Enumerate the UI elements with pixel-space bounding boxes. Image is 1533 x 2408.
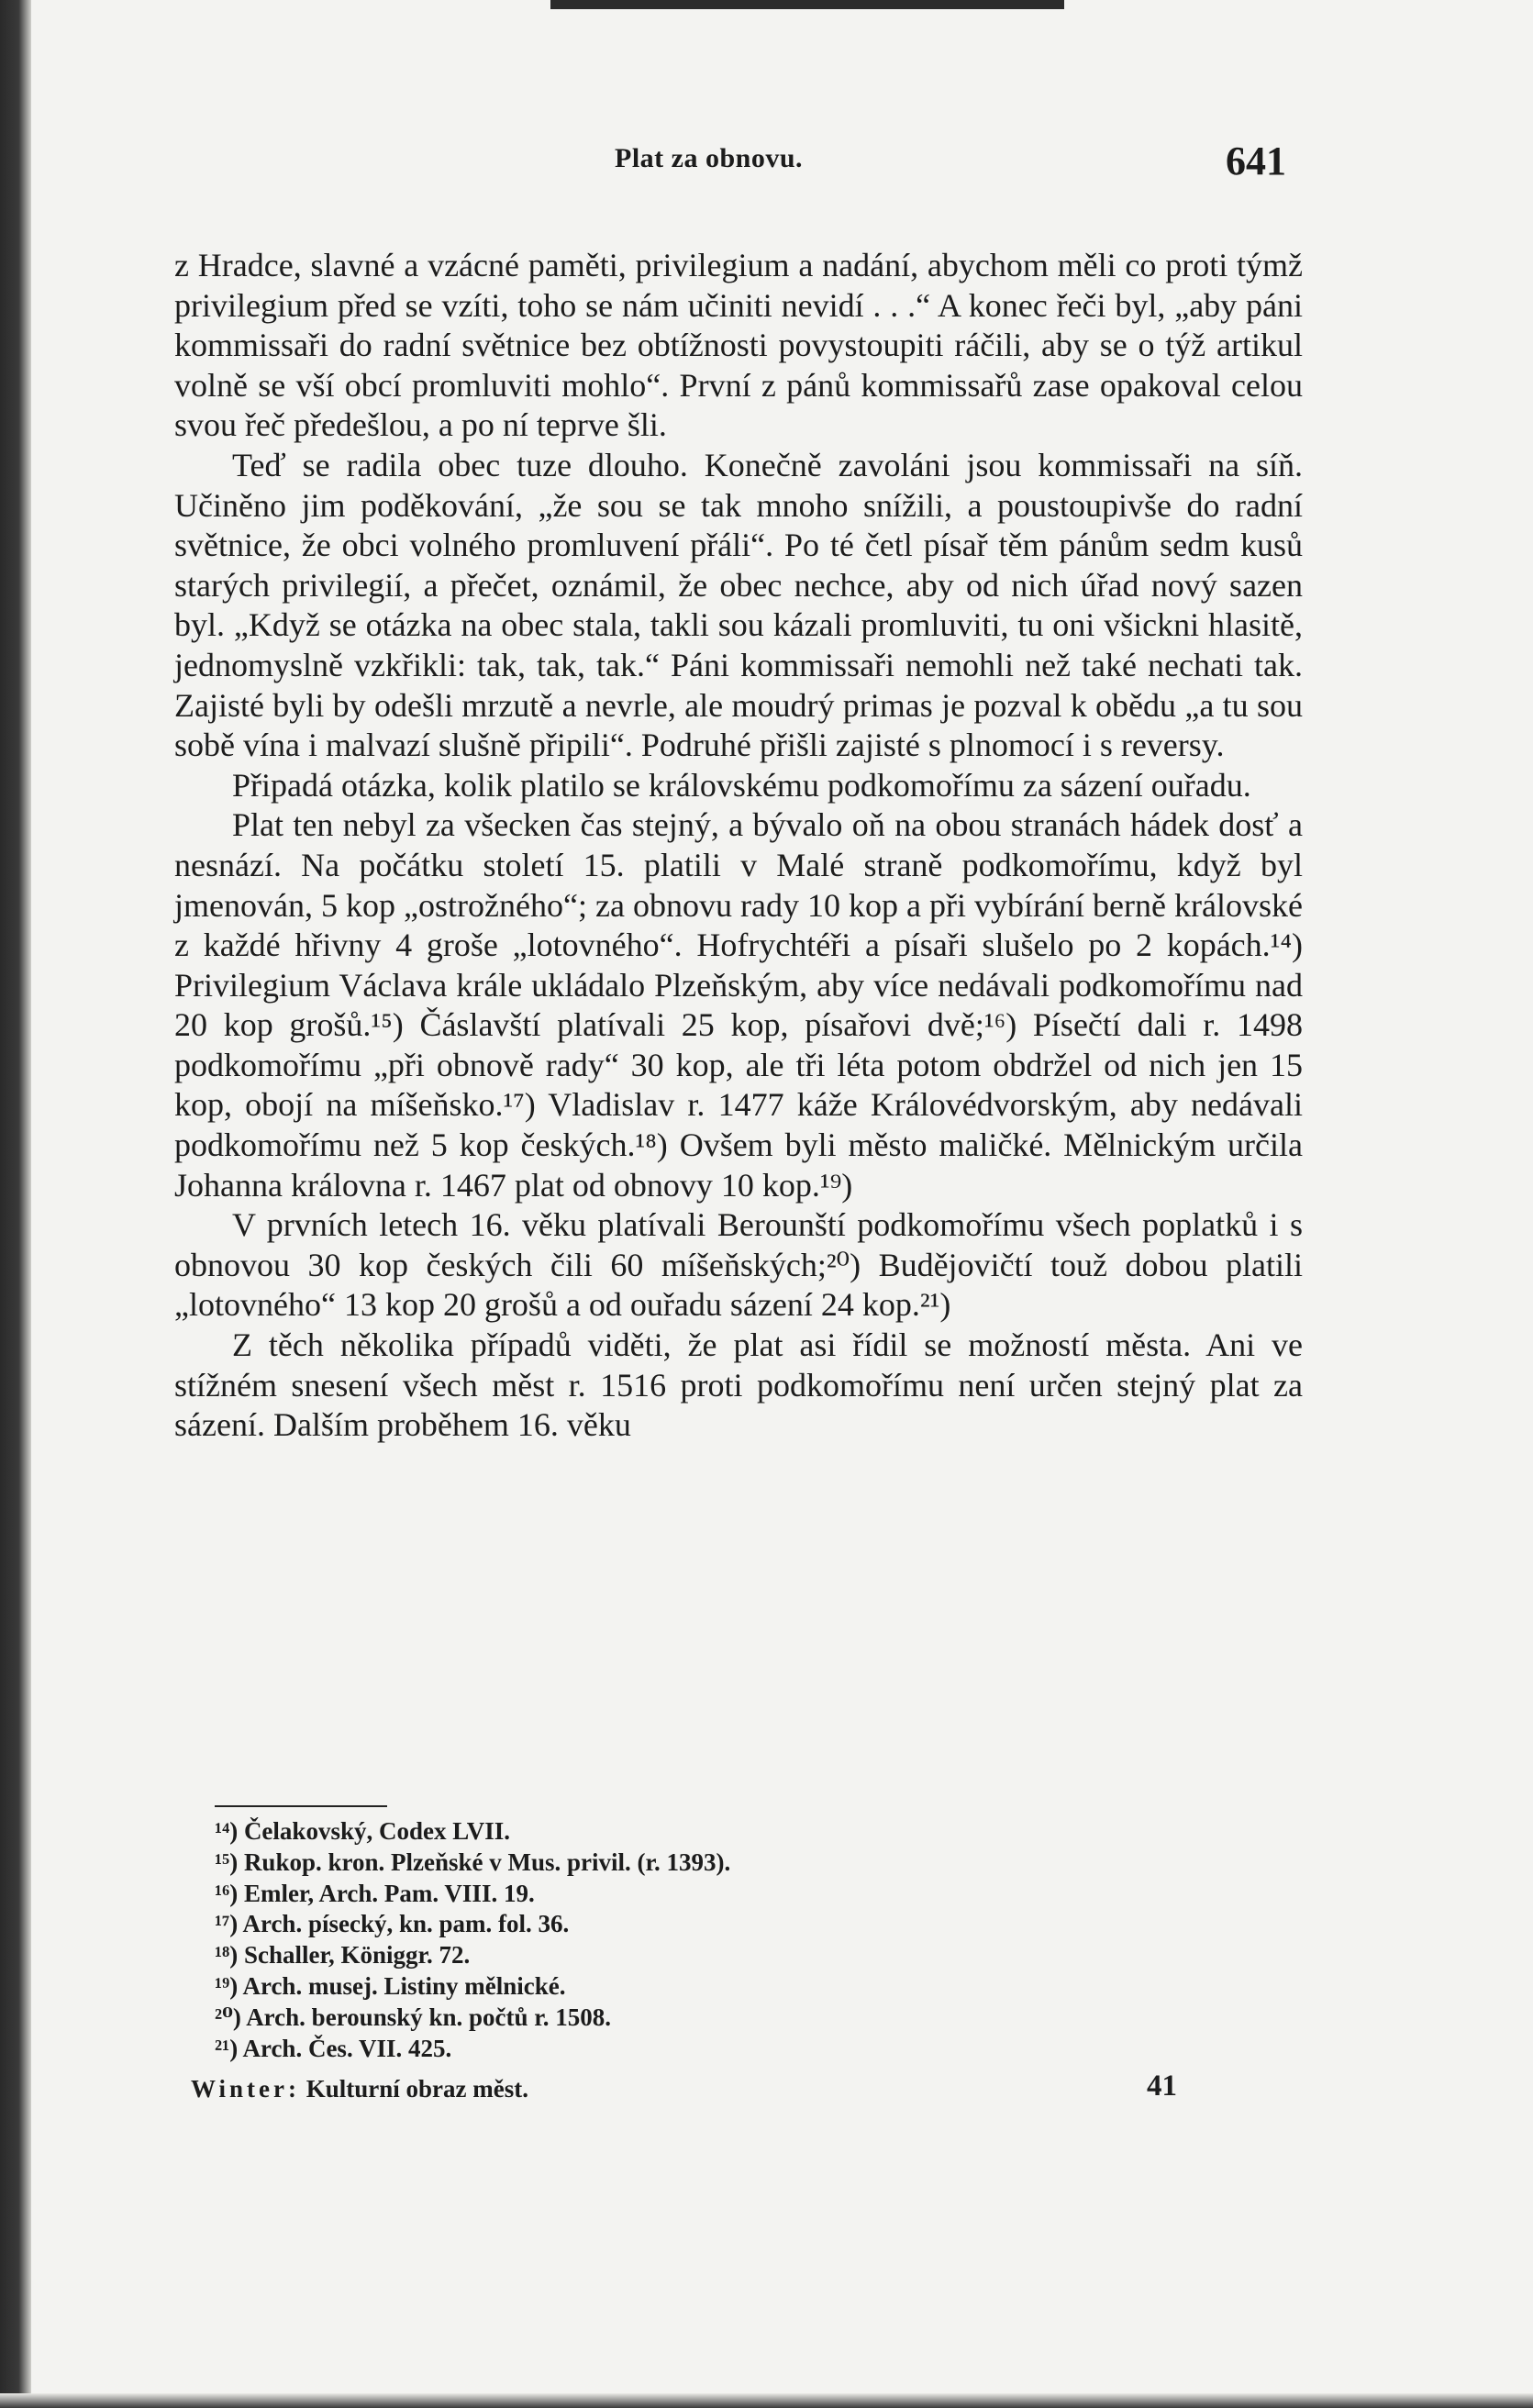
footnote-mark: ¹⁷) [215,1910,239,1938]
footnote-mark: ¹⁵) [215,1848,239,1876]
footnote-divider [215,1805,387,1807]
footnote [215,2003,1040,2034]
footnote-mark: ¹⁶) [215,1879,239,1907]
footnote-mark: ¹⁴) [215,1817,239,1845]
running-title: Plat za obnovu. [615,143,804,173]
paragraph: Teď se radila obec tuze dlouho. Konečně zavoláni jsou kommissaři na síň. Učiněno jim poděkování, „že sou se tak mnoho snížili, a poustoupivše do radní světnice, že obci volného promluvení přáli“. Po té četl písař těm pánům sedm kusů starých privilegií, a přečet, oznámil, že obec nechce, aby od nich úřad nový sazen byl. „Když se otázka na obec stala, takli sou kázali promluviti, tu oni všickni hlasitě, jednomyslně vzkřikli: tak, tak, tak.“ Páni kommissaři nemohli než také nechati tak. Zajisté byli by odešli mrzutě a nevrle, ale moudrý primas je pozval k obědu „a tu sou sobě vína i malvazí slušně připili“. Podruhé přišli zajisté s plnomocí i s reversy. [174,446,1303,764]
page-number: 641 [1226,139,1286,183]
work-title: Kulturní obraz měst. [305,2075,528,2103]
paragraph: Plat ten nebyl za všecken čas stejný, a bývalo oň na obou stranách hádek dosť a nesnází. Na počátku století 15. platili v Malé straně podkomořímu, když byl jmenován, 5 kop „ostrožného“; za obnovu rady 10 kop a při vybírání berně královské z každé hřivny 4 groše „lotovného“. Hofrychtéři a písaři slušelo po 2 kopách.¹⁴) Privilegium Václava krále ukládalo Plzeňským, aby více nedávali podkomořímu nad 20 kop grošů.¹⁵) Čáslavští platívali 25 kop, písařovi dvě;¹⁶) Písečtí dali r. 1498 podkomořímu „při obnově rady“ 30 kop, ale tři léta potom obdržel od nich jen 15 kop, obojí na míšeňsko.¹⁷) Vladislav r. 1477 káže Královédvorským, aby nedávali podkomořímu než 5 kop českých.¹⁸) Ovšem byli město maličké. Mělnickým určila Johanna královna r. 1467 plat od obnovy 10 kop.¹⁹) [174,806,1303,1204]
footnote-text: Arch. berounský kn. počtů r. 1508. [246,2003,612,2031]
footnote-text: Arch. Čes. VII. 425. [242,2034,452,2062]
scan-bottom-shadow [0,2393,1533,2408]
paragraph: Připadá otázka, kolik platilo se královskému podkomořímu za sázení ouřadu. [232,766,1251,804]
page-header [174,138,1303,202]
paragraph: z Hradce, slavné a vzácné paměti, privilegium a nadání, abychom měli co proti týmž privilegium před se vzíti, toho se nám učiniti nevidí . . .“ A konec řeči byl, „aby páni kommissaři do radní světnice bez obtížnosti povystoupiti ráčili, aby se o týž artikul volně se vší obcí promluviti mohlo“. První z pánů kommissařů zase opakoval celou svou řeč předešlou, a po ní teprve šli. [174,247,1303,444]
body-text [174,246,1303,1446]
footnote [215,1816,1040,1848]
footnote-text: Arch. písecký, kn. pam. fol. 36. [242,1910,570,1938]
footnote [215,1971,1040,2003]
footnote [215,1848,1040,1879]
footnote [215,1879,1040,1910]
paragraph: Z těch několika případů viděti, že plat asi řídil se možností města. Ani ve stížném snesení všech měst r. 1516 proti podkomořímu není určen stejný plat za sázení. Dalším proběhem 16. věku [174,1326,1303,1444]
footnote-text: Čelakovský, Codex LVII. [243,1817,511,1845]
signature-line [191,2075,528,2103]
page-footer [174,2070,1303,2112]
book-page [174,138,1303,2321]
footnote-text: Rukop. kron. Plzeňské v Mus. privil. (r. 1393). [243,1848,731,1876]
footnote-mark: ²¹) [215,2034,239,2062]
footnote-mark: ¹⁹) [215,1971,239,2000]
scan-edge-shadow [0,0,31,2408]
scan-top-mark [550,0,1064,9]
footnote-mark: ¹⁸) [215,1941,239,1970]
footnote [215,2034,1040,2065]
footnote-text: Arch. musej. Listiny mělnické. [242,1971,566,2000]
footnote-mark: ²⁰) [215,2003,241,2031]
sheet-number: 41 [1147,2070,1177,2103]
footnote [215,1940,1040,1971]
author-name: Winter: [191,2075,300,2103]
paragraph: V prvních letech 16. věku platívali Berounští podkomořímu všech poplatků i s obnovou 30 kop českých čili 60 míšeňských;²⁰) Budějovičtí touž dobou platili „lotovného“ 13 kop 20 grošů a od ouřadu sázení 24 kop.²¹) [174,1206,1303,1324]
footnote-text: Schaller, Königgr. 72. [243,1941,471,1970]
footnote [215,1909,1040,1940]
footnote-text: Emler, Arch. Pam. VIII. 19. [243,1879,535,1907]
footnotes [215,1816,1040,2064]
